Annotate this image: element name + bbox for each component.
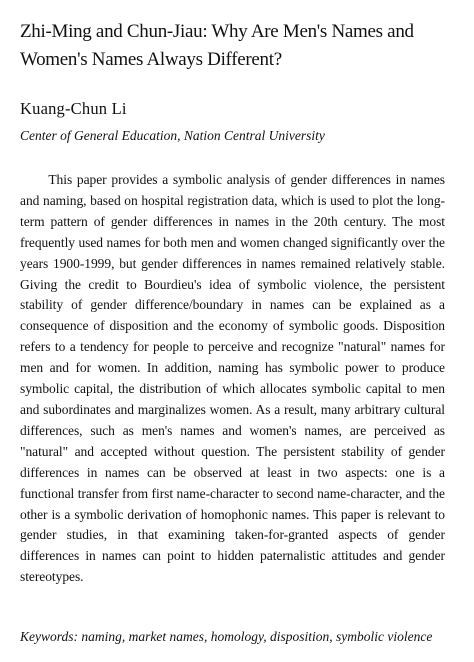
paper-title: Zhi-Ming and Chun-Jiau: Why Are Men's Names and Women's Names Always Different? bbox=[20, 21, 414, 70]
author-affiliation: Center of General Education, Nation Central University bbox=[20, 128, 325, 143]
keywords-line: Keywords: naming, market names, homology, disposition, symbolic violence bbox=[20, 629, 433, 644]
author-name: Kuang-Chun Li bbox=[20, 99, 127, 118]
abstract-paragraph: This paper provides a symbolic analysis of gender differences in names and naming, based on hospital registration data, which is used to plot the long-term pattern of gender differences in names in the 20th century. The most frequently used names for both men and women changed significantly over the years 1900-1999, but gender differences in names remained relatively stable. Giving the credit to Bourdieu's idea of symbolic violence, the persistent stability of gender difference/boundary in names can be explained as a consequence of disposition and the economy of symbolic goods. Disposition refers to a tendency for people to perceive and recognize "natural" names for men and for women. In addition, naming has symbolic power to produce symbolic capital, the distribution of which allocates symbolic capital to men and subordinates and marginalizes women. As a result, many arbitrary cultural differences, such as men's names and women's names, are perceived as "natural" and accepted without question. The persistent stability of gender differences in names can be observed at least in two aspects: one is a functional transfer from first name-character to second name-character, and the other is a symbolic derivation of homophonic names. This paper is relevant to gender studies, in that examining taken-for-granted aspects of gender differences in names can point to hidden paternalistic attitudes and gender stereotypes. bbox=[20, 172, 445, 585]
